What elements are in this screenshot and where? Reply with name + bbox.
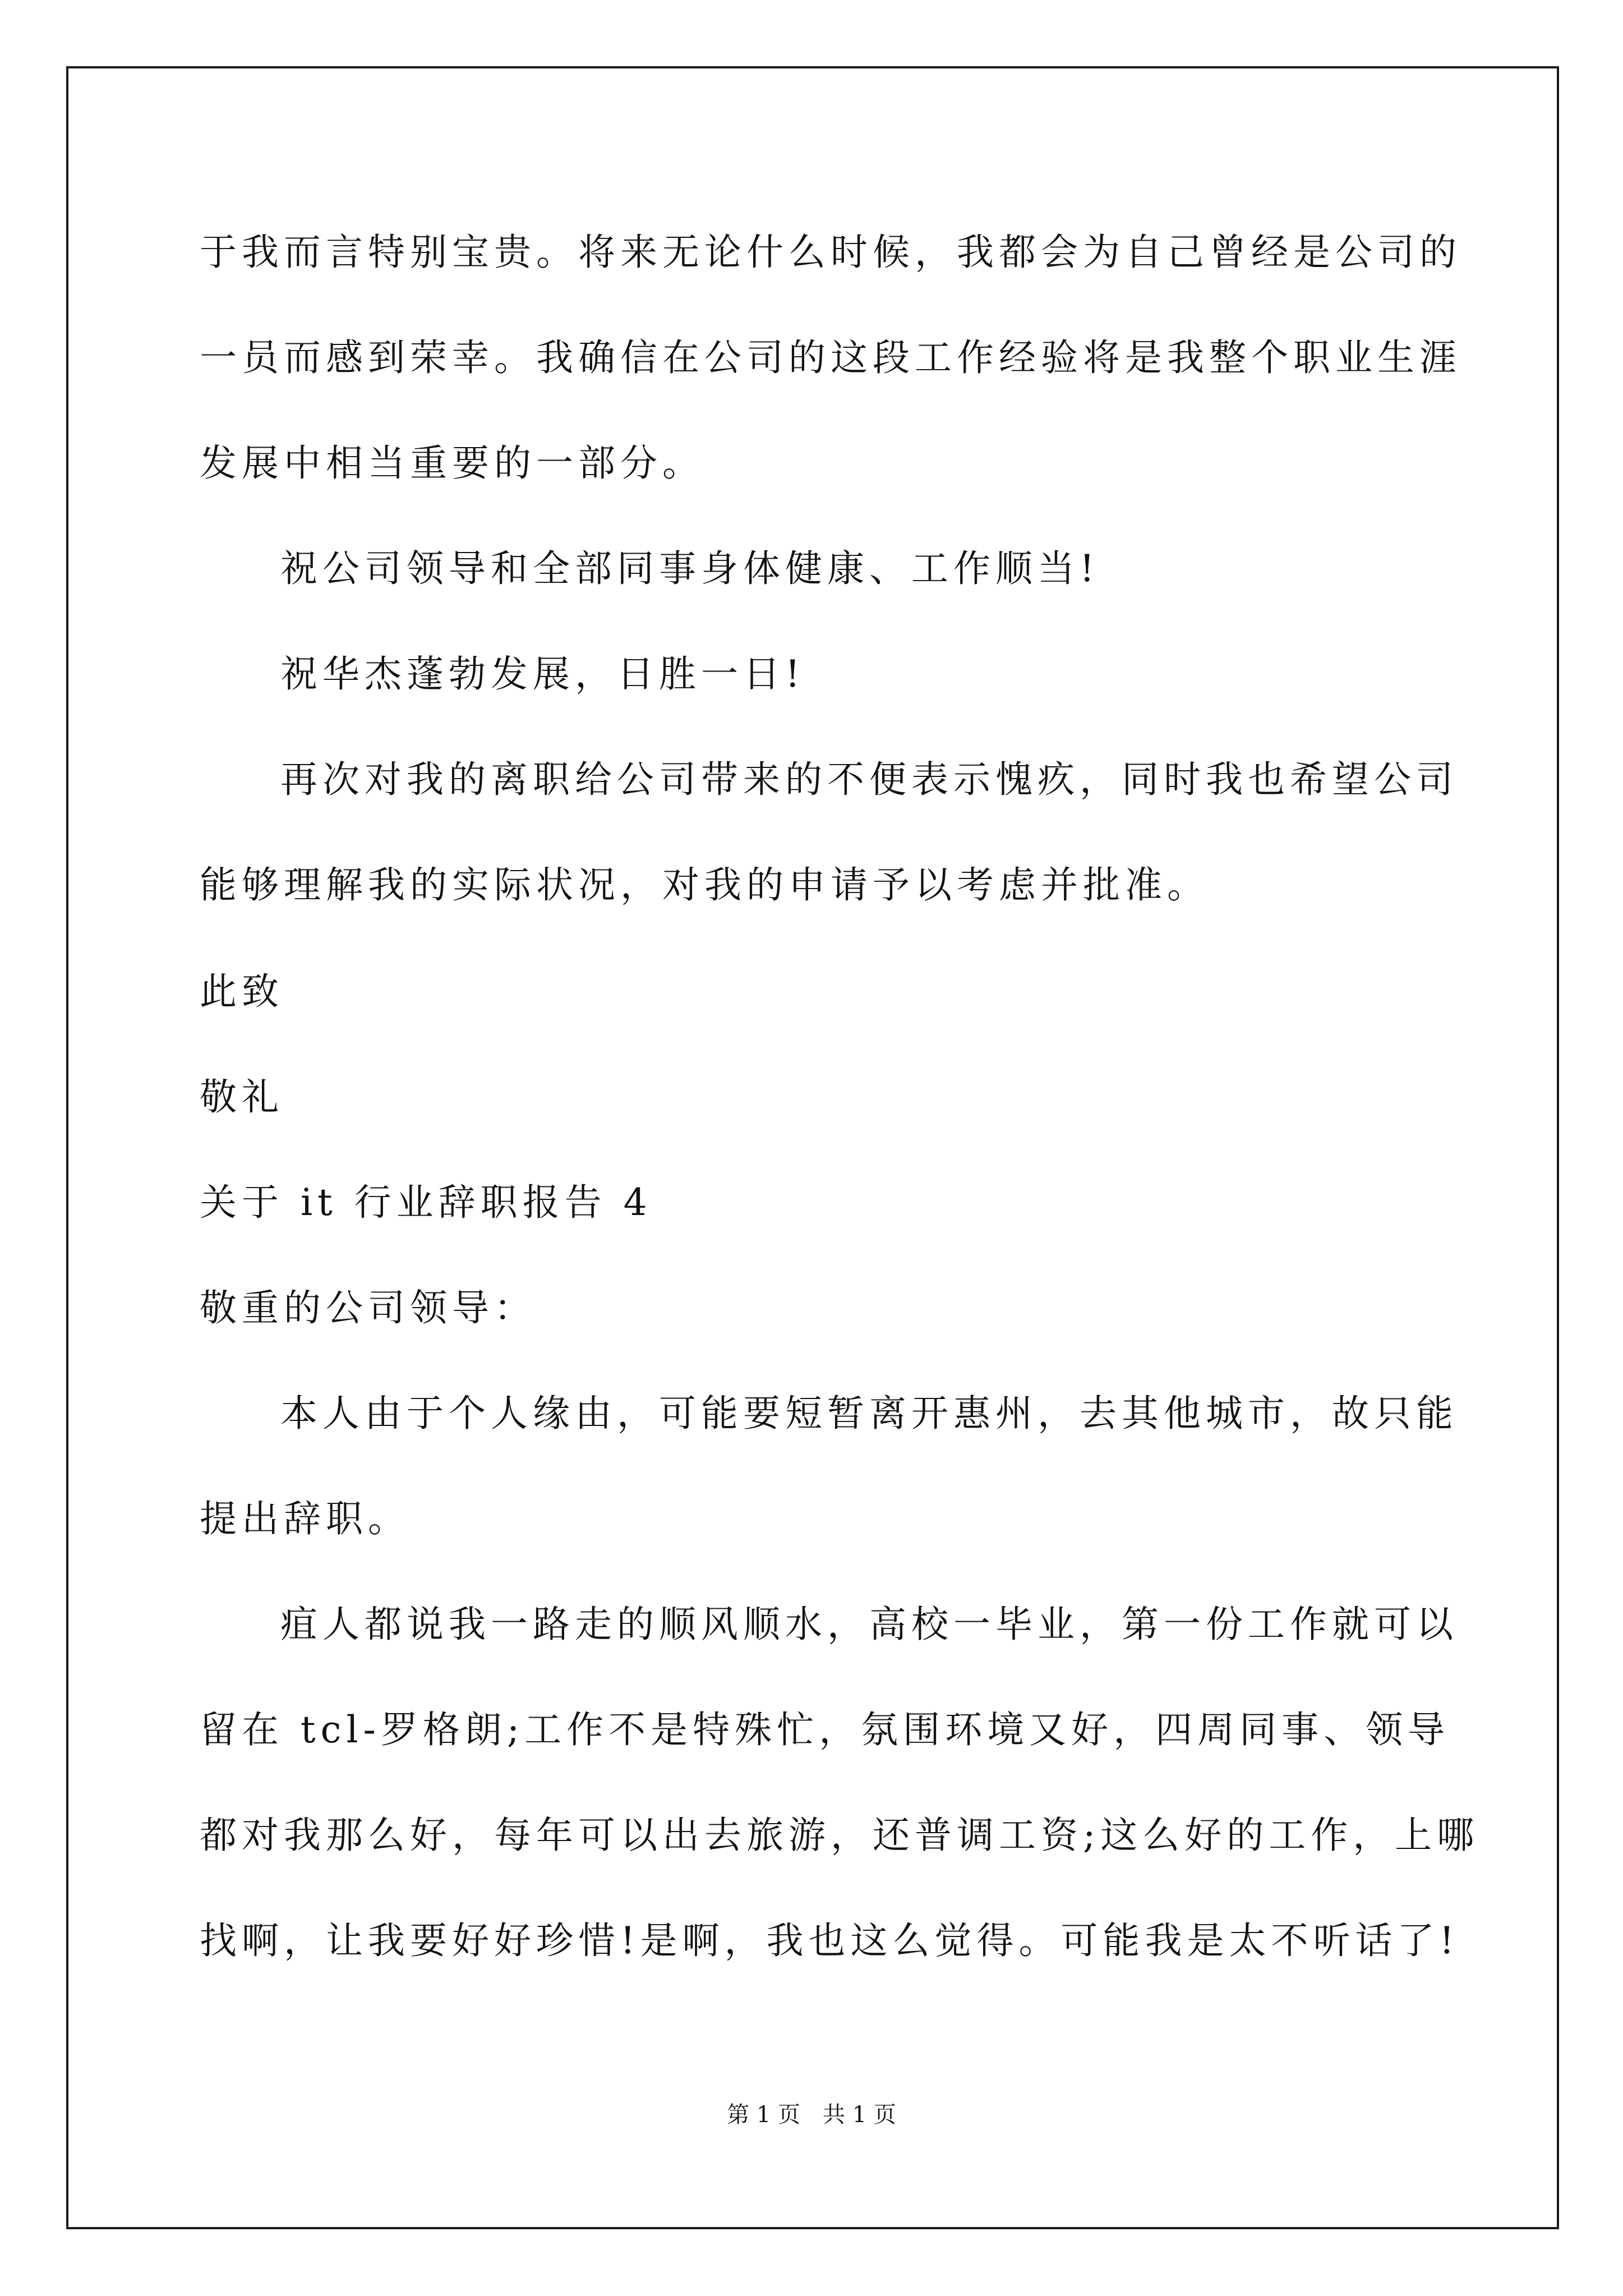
wish-line-1: 祝公司领导和全部同事身体健康、工作顺当! (280, 547, 1100, 590)
section-title: 关于 it 行业辞职报告 4 (200, 1181, 652, 1224)
paragraph-d-line-2: 留在 tcl-罗格朗;工作不是特殊忙，氛围环境又好，四周同事、领导 (200, 1708, 1450, 1751)
page-footer: 第 1 页 共 1 页 (727, 2102, 896, 2128)
paragraph-d-line-1: 疽人都说我一路走的顺风顺水，高校一毕业，第一份工作就可以 (280, 1603, 1458, 1646)
paragraph-d-line-4: 找啊，让我要好好珍惜!是啊，我也这么觉得。可能我是太不听话了! (200, 1919, 1460, 1962)
paragraph-c-line-1: 本人由于个人缘由，可能要短暂离开惠州，去其他城市，故只能 (280, 1392, 1458, 1435)
salutation: 敬重的公司领导： (200, 1286, 536, 1329)
paragraph-c-line-2: 提出辞职。 (200, 1497, 410, 1540)
paragraph-d-line-3: 都对我那么好，每年可以出去旅游，还普调工资;这么好的工作，上哪 (200, 1814, 1479, 1857)
paragraph-a-line-1: 于我而言特别宝贵。将来无论什么时候，我都会为自己曾经是公司的 (200, 231, 1461, 274)
paragraph-a-line-2: 一员而感到荣幸。我确信在公司的这段工作经验将是我整个职业生涯 (200, 336, 1461, 379)
paragraph-b-line-1: 再次对我的离职给公司带来的不便表示愧疚，同时我也希望公司 (280, 758, 1458, 801)
closing-line-1: 此致 (200, 970, 284, 1013)
paragraph-b-line-2: 能够理解我的实际状况，对我的申请予以考虑并批准。 (200, 863, 1209, 907)
paragraph-a-line-3: 发展中相当重要的一部分。 (200, 441, 704, 485)
wish-line-2: 祝华杰蓬勃发展，日胜一日! (280, 652, 805, 696)
closing-line-2: 敬礼 (200, 1075, 284, 1119)
page-border (66, 66, 1559, 2229)
